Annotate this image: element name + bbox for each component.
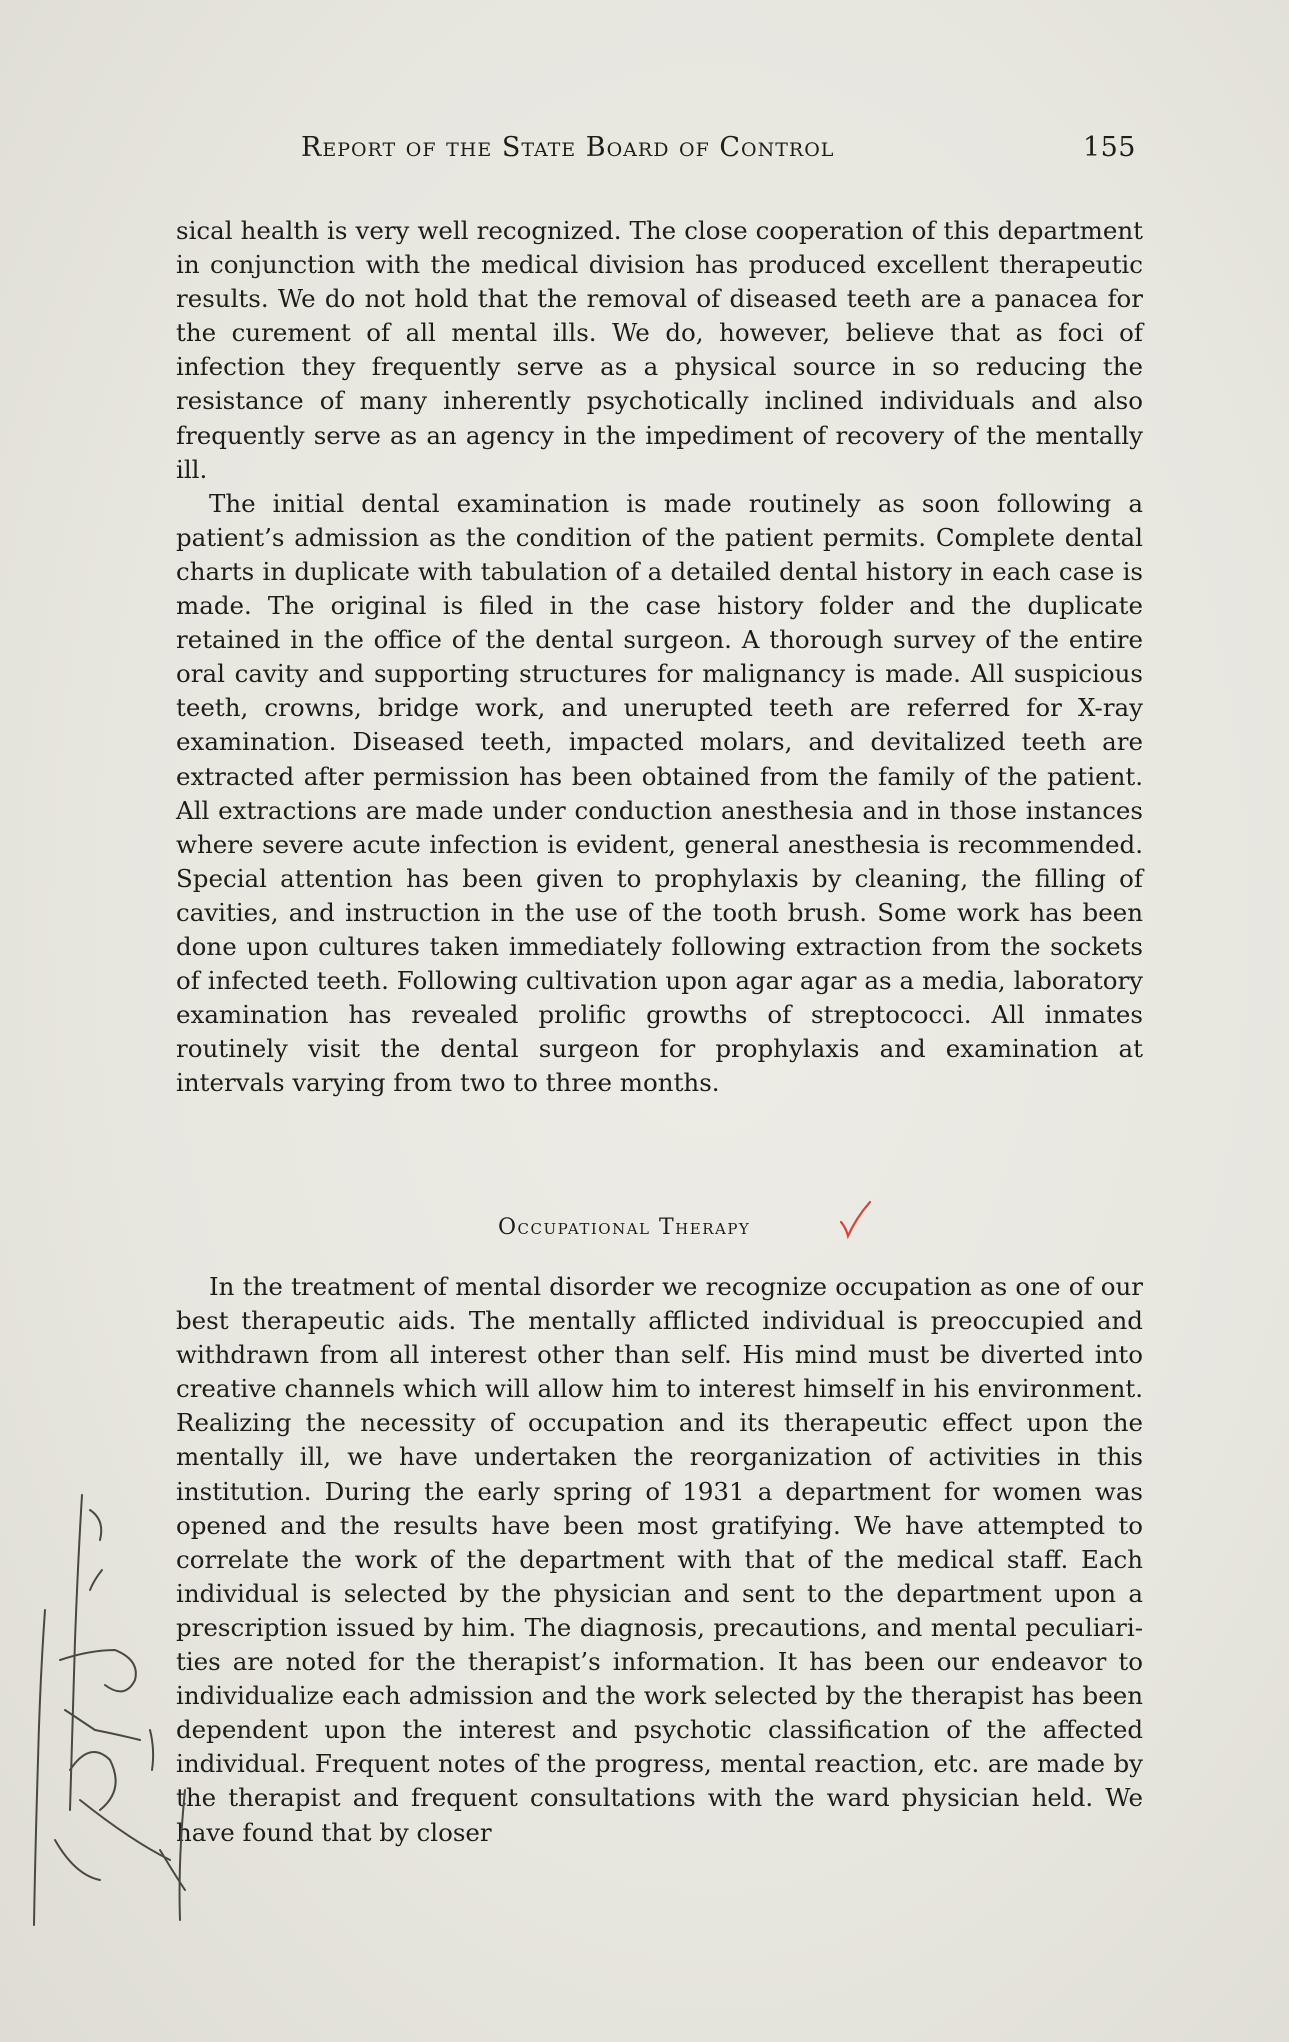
- red-checkmark-icon: [838, 1200, 872, 1240]
- page-number: 155: [1082, 132, 1136, 163]
- paragraph: The initial dental examination is made routinely as soon following a patient’s admission as the condition of the patient permits. Complete dental charts in duplicate with tabulation of a detailed dental history in each case is made. The original is filed in the case history folder and the duplicate retained in the office of the dental surgeon. A thorough survey of the entire oral cavity and supporting structures for malignancy is made. All suspicious teeth, crowns, bridge work, and unerupted teeth are referred for X-ray examination. Diseased teeth, impacted molars, and devitalized teeth are extracted after permission has been obtained from the family of the patient. All extractions are made under conduction anesthesia and in those instances where severe acute infection is evident, general anesthesia is recommended. Special attention has been given to prophylaxis by cleaning, the filling of cavities, and instruction in the use of the tooth brush. Some work has been done upon cultures taken immediately following extraction from the sockets of infected teeth. Following cultivation upon agar agar as a media, laboratory examination has revealed prolific growths of streptococci. All inmates routinely visit the dental surgeon for prophylaxis and examination at intervals varying from two to three months.: [176, 488, 1143, 1098]
- section-heading: Occupational Therapy: [498, 1215, 751, 1240]
- running-title: Report of the State Board of Control: [301, 132, 835, 163]
- running-head: [176, 132, 1136, 172]
- body-text-bottom: [176, 1270, 1143, 1850]
- paragraph: sical health is very well recognized. The close cooperation of this department in conjunction with the medical division has produced excellent therapeutic results. We do not hold that the removal of diseased teeth are a panacea for the curement of all mental ills. We do, however, believe that as foci of infection they frequently serve as a physical source in so reducing the resistance of many inherently psychotically inclined individuals and also frequently serve as an agency in the impediment of recovery of the mentally ill.: [176, 216, 1143, 484]
- body-text-top: [176, 214, 1143, 1100]
- paragraph: In the treatment of mental disorder we recognize occupation as one of our best therapeutic aids. The mentally afflicted individual is preoccupied and withdrawn from all interest other than self. His mind must be diverted into creative channels which will allow him to interest himself in his environment. Realizing the necessity of occupation and its therapeutic effect upon the mentally ill, we have undertaken the reorganization of activities in this institution. During the early spring of 1931 a department for women was opened and the results have been most gratifying. We have attempted to correlate the work of the department with that of the medical staff. Each individual is selected by the physician and sent to the department upon a prescription issued by him. The diagnosis, precautions, and mental peculiarities are noted for the therapist’s information. It has been our endeavor to individualize each admission and the work selected by the therapist has been dependent upon the interest and psychotic classification of the affected individual. Frequent notes of the progress, mental reaction, etc. are made by the therapist and frequent consultations with the ward physician held. We have found that by closer: [176, 1272, 1143, 1847]
- pencil-marginalia-icon: [20, 1480, 200, 1930]
